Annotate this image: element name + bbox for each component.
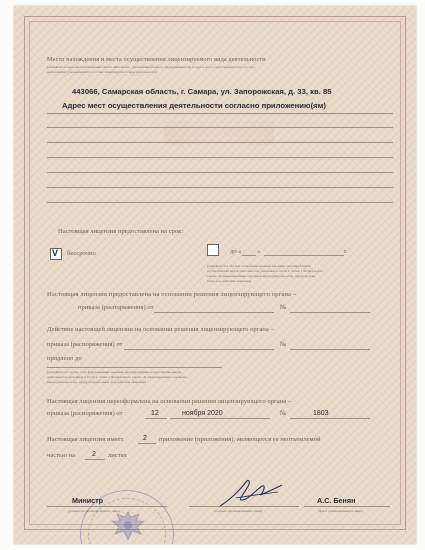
address-underline — [47, 172, 393, 173]
title-caption: (должность уполномоченного лица) — [68, 509, 120, 513]
term-note-1: (указывается в случаях, если федеральными законами, регулирующими — [207, 264, 311, 268]
granted-date-field — [154, 312, 274, 313]
address-note-line2: выполняемых (оказываемых) в составе лицензируемого вида деятельности) — [47, 70, 157, 74]
handwritten-signature — [216, 476, 286, 510]
extended-note-2: деятельности, указанных в части 4 статьи 1 Федерального закона «О лицензировании отдельных — [47, 375, 187, 379]
name-line — [304, 506, 390, 507]
reissued-number-sign: № — [280, 410, 287, 417]
signatory-title: Министр — [72, 496, 104, 505]
until-mid: » — [257, 248, 261, 255]
extended-note-3: видов деятельности», предусмотрено иной срок действия лицензии) — [47, 380, 146, 384]
address-underline — [47, 202, 393, 203]
extended-line2: приказа (распоряжения) от — [47, 341, 123, 348]
extended-until-label: продлено до — [47, 355, 82, 362]
signatory-name: А.С. Бенян — [317, 496, 356, 505]
indefinite-checkbox[interactable] — [50, 248, 62, 260]
activity-places: Адрес мест осуществления деятельности согласно приложению(ям) — [62, 101, 326, 110]
indefinite-label: бессрочно — [67, 250, 96, 257]
appendix-sheet-field — [85, 459, 105, 460]
extended-note-1: (указывается в случае, если федеральными законами, регулирующими осуществление видов — [47, 370, 182, 374]
until-day-field — [242, 255, 256, 256]
term-label: Настоящая лицензия предоставлена на срок: — [58, 228, 184, 235]
coat-of-arms-icon — [109, 509, 147, 543]
address-heading: Место нахождения и места осуществления лицензируемого вида деятельности — [47, 56, 266, 63]
reissued-month-field — [170, 418, 270, 419]
until-suffix: г. — [344, 248, 348, 255]
reissued-number-field — [290, 418, 370, 419]
checkbox-checkmark: V — [52, 248, 59, 258]
address-underline — [47, 127, 393, 128]
appendix-line2-end: листах — [108, 452, 127, 459]
granted-line2: приказа (распоряжения) от — [78, 304, 154, 311]
appendix-count-field — [138, 443, 156, 444]
reissued-number: 1803 — [313, 410, 329, 417]
granted-number-sign: № — [280, 304, 287, 311]
appendix-line1-end: приложение (приложения), являющееся ее неотъемлемой — [159, 436, 321, 443]
reissued-line2: приказа (распоряжения) от — [47, 410, 123, 417]
reissued-month-year: ноября 2020 — [182, 410, 223, 417]
granted-line1: Настоящая лицензия предоставлена на основании решения лицензирующего органа – — [47, 291, 297, 298]
address-note-line1: (указывается адрес места нахождения (места жительства – для индивидуального предпринимателя) и адреса мест осуществления работ (услуг), — [47, 65, 256, 69]
term-note-2: осуществление видов деятельности, указанных в части 4 статьи 1 Федерального — [207, 269, 324, 273]
extended-until-field — [47, 367, 222, 368]
extended-line1: Действие настоящей лицензии на основании решения лицензирующего органа – — [47, 326, 274, 333]
term-note-4: иной срок действия лицензии) — [207, 279, 251, 283]
signature-caption: (подпись уполномоченного лица) — [214, 509, 263, 513]
reissued-line1: Настоящая лицензия переоформлена на основании решения лицензирующего органа – — [47, 398, 292, 405]
extended-date-field — [124, 349, 274, 350]
reissued-day: 12 — [151, 410, 159, 417]
until-prefix: до « — [230, 248, 242, 255]
until-month-field — [264, 255, 344, 256]
name-caption: (ф.и.о. уполномоченного лица) — [318, 509, 363, 513]
term-note-3: закона «О лицензировании отдельных видов деятельности», предусмотрен — [207, 274, 316, 278]
license-sheet — [14, 6, 416, 544]
licensee-address: 443066, Самарская область, г. Самара, ул. Запорожская, д. 33, кв. 85 — [72, 87, 332, 96]
appendix-count: 2 — [143, 435, 147, 442]
appendix-line2-start: частью на — [47, 452, 76, 459]
appendix-line1-start: Настоящая лицензия имеет — [47, 436, 124, 443]
title-line — [47, 506, 167, 507]
address-underline — [47, 142, 393, 143]
extended-number-field — [290, 349, 370, 350]
address-underline — [47, 157, 393, 158]
until-date-checkbox[interactable] — [207, 244, 219, 256]
address-underline — [47, 113, 393, 114]
appendix-sheet-count: 2 — [92, 451, 96, 458]
signature-line — [189, 506, 299, 507]
reissued-day-field — [145, 418, 167, 419]
extended-number-sign: № — [280, 341, 287, 348]
address-underline — [47, 187, 393, 188]
granted-number-field — [290, 312, 370, 313]
